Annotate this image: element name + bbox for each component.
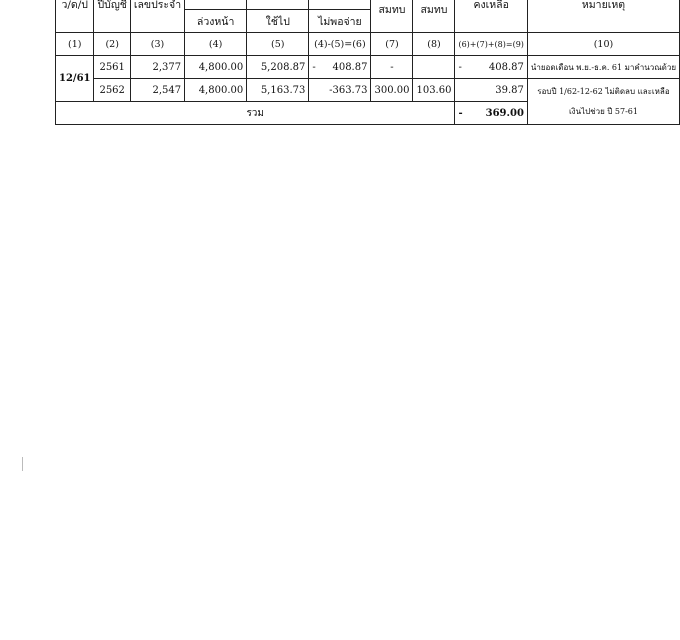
header-shortfall-sub: ไม่พอจ่าย [309,10,371,33]
row-remark: นำยอดเดือน พ.ย.-ธ.ค. 61 มาคำนวณด้วย [527,56,679,79]
row-balance-prefix: - [458,61,462,73]
header-balance: คงเหลือ [455,0,527,33]
row-balance: 39.87 [455,79,527,102]
header-used-sub: ใช้ไป [247,10,309,33]
ledger-table [55,0,680,125]
header-shortfall [309,0,371,10]
column-number: (10) [527,33,679,56]
header-contribution-7: สมทบ [371,0,413,33]
total-balance [455,102,527,125]
row-contribution-8 [413,56,455,79]
table-row [56,79,680,102]
header-advance-sub: ล่วงหน้า [185,10,247,33]
row-shortfall [309,56,371,79]
row-shortfall-prefix: - [312,61,316,73]
column-number: (4) [185,33,247,56]
total-label: รวม [56,102,455,125]
column-number: (1) [56,33,94,56]
row-remark [527,79,679,125]
row-advance: 4,800.00 [185,56,247,79]
row-advance: 4,800.00 [185,79,247,102]
header-used [247,0,309,10]
scan-speck [22,457,23,471]
header-contribution-8: สมทบ [413,0,455,33]
row-year: 2561 [94,56,130,79]
column-number: (2) [94,33,130,56]
row-balance-value: 408.87 [488,61,524,73]
column-number: (5) [247,33,309,56]
column-number: (8) [413,33,455,56]
header-advance [185,0,247,10]
header-year: ปีบัญชี [94,0,130,33]
row-contribution-7: - [371,56,413,79]
row-used: 5,163.73 [247,79,309,102]
row-shortfall-value: 408.87 [332,61,368,73]
total-value: 369.00 [485,107,524,119]
row-number: 2,377 [130,56,184,79]
column-number: (6)+(7)+(8)=(9) [455,33,527,56]
header-row-1 [56,0,680,10]
row-number: 2,547 [130,79,184,102]
row-year: 2562 [94,79,130,102]
column-number: (4)-(5)=(6) [309,33,371,56]
column-number: (3) [130,33,184,56]
remark-line: รอบปี 1/62-12-62 ไม่ติดลบ และเหลือ [537,86,670,96]
header-date: ว/ด/ป [56,0,94,33]
column-number-row [56,33,680,56]
header-number: เลขประจำ [130,0,184,33]
remark-line: เงินไปช่วย ปี 57-61 [568,106,638,116]
total-prefix: - [458,107,463,119]
row-used: 5,208.87 [247,56,309,79]
column-number: (7) [371,33,413,56]
row-contribution-7: 300.00 [371,79,413,102]
table-row [56,56,680,79]
row-date: 12/61 [56,56,94,102]
row-balance [455,56,527,79]
row-contribution-8: 103.60 [413,79,455,102]
row-shortfall: -363.73 [309,79,371,102]
header-remark: หมายเหตุ [527,0,679,33]
